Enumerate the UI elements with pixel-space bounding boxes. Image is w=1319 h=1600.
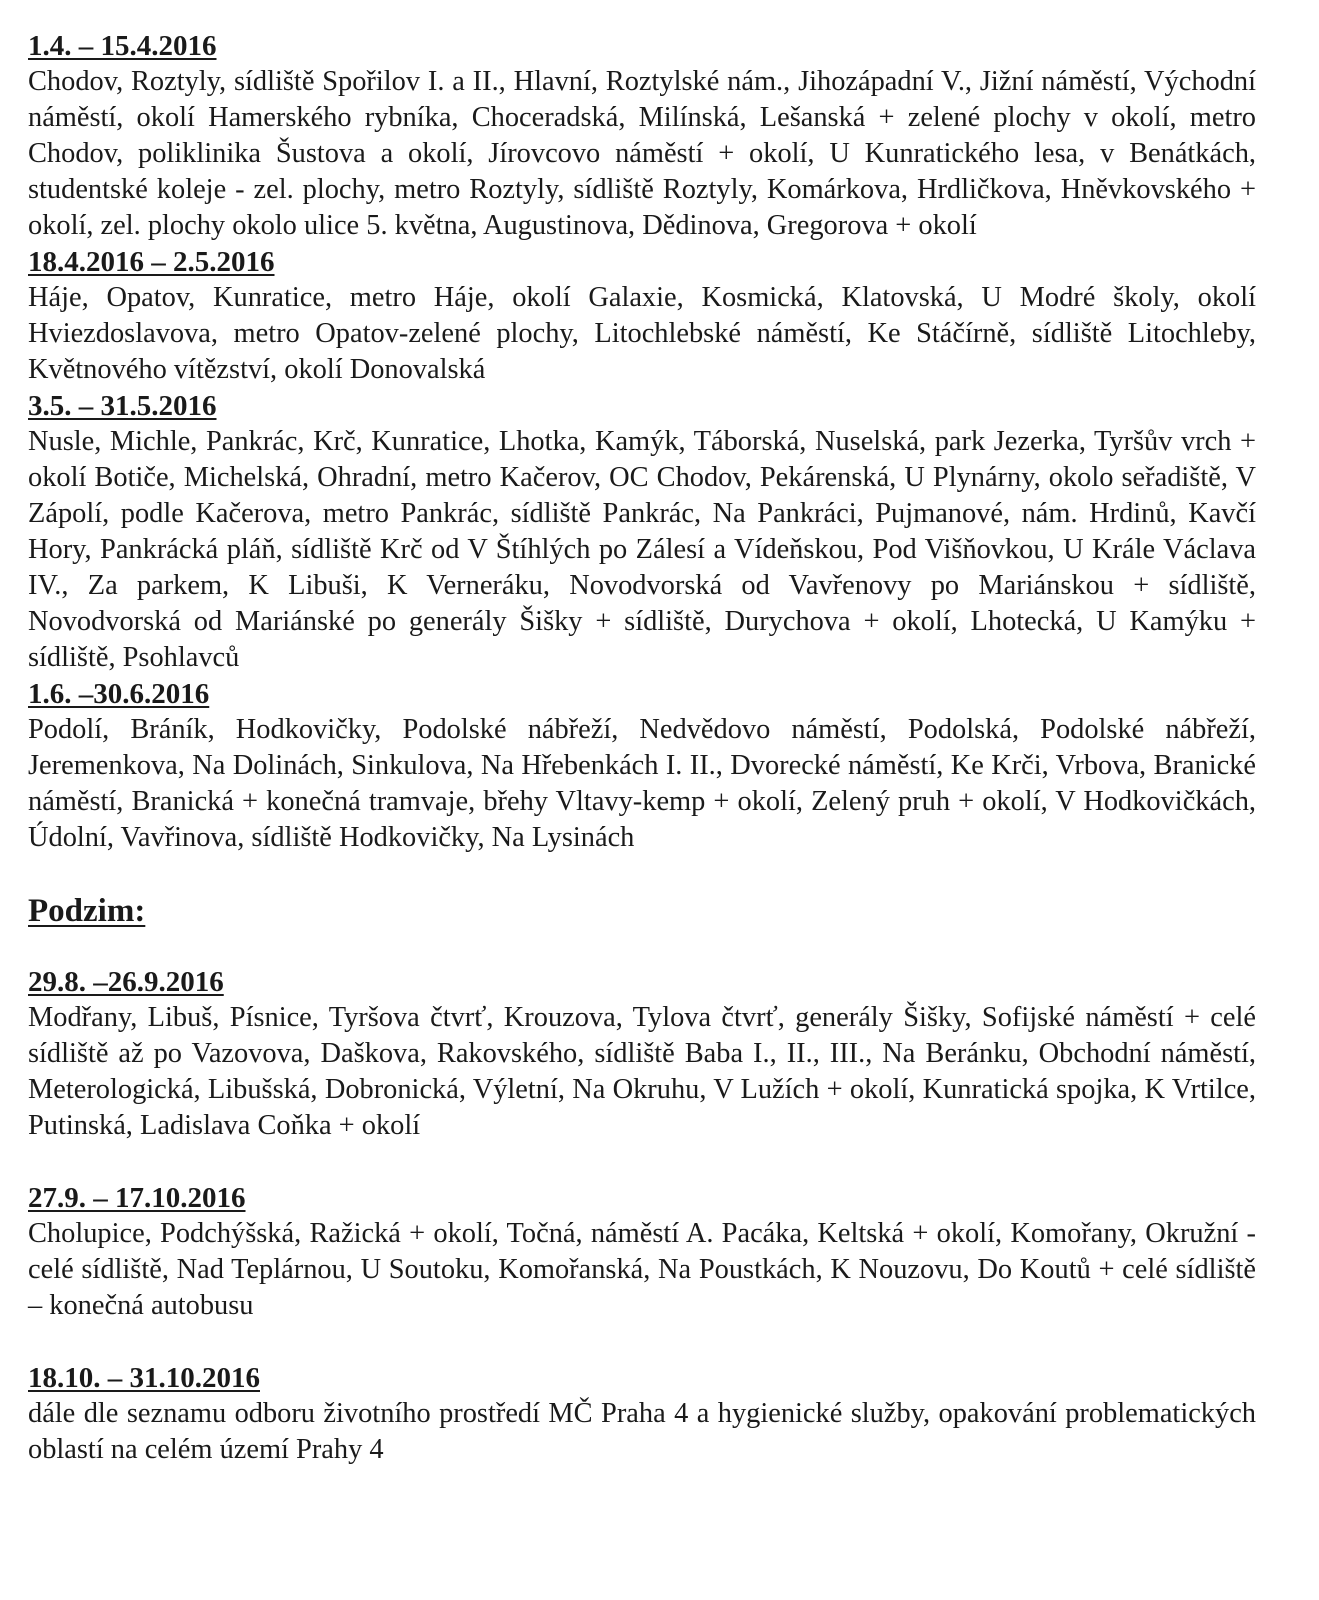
period-locations: Háje, Opatov, Kunratice, metro Háje, okolí Galaxie, Kosmická, Klatovská, U Modré školy, okolí Hviezdoslavova, metro Opatov-zelené plochy, Litochlebské náměstí, Ke Stáčírně, sídliště Litochleby, Květnového vítězství, okolí Donovalská — [28, 282, 1256, 385]
period-locations: dále dle seznamu odboru životního prostředí MČ Praha 4 a hygienické služby, opakování problematických oblastí na celém území Prahy 4 — [28, 1398, 1256, 1465]
period-locations: Modřany, Libuš, Písnice, Tyršova čtvrť, Krouzova, Tylova čtvrť, generály Šišky, Sofijské náměstí + celé sídliště až po Vazovova, Daškova, Rakovského, sídliště Baba I., II., III., Na Beránku, Obchodní náměstí, Meterologická, Libušská, Dobronická, Výletní, Na Okruhu, V Lužích + okolí, Kunratická spojka, K Vrtilce, Putinská, Ladislava Coňka + okolí — [28, 1002, 1256, 1141]
period-spring-1 — [28, 28, 1256, 244]
period-autumn-1 — [28, 964, 1256, 1144]
period-date: 1.4. – 15.4.2016 — [28, 30, 217, 62]
period-locations: Nusle, Michle, Pankrác, Krč, Kunratice, Lhotka, Kamýk, Táborská, Nuselská, park Jezerka, Tyršův vrch + okolí Botiče, Michelská, Ohradní, metro Kačerov, OC Chodov, Pekárenská, U Plynárny, okolo seřadiště, V Zápolí, podle Kačerova, metro Pankrác, sídliště Pankrác, Na Pankráci, Pujmanové, nám. Hrdinů, Kavčí Hory, Pankrácká pláň, sídliště Krč od V Štíhlých po Zálesí a Vídeňskou, Pod Višňovkou, U Krále Václava IV., Za parkem, K Libuši, K Verneráku, Novodvorská od Vavřenovy po Mariánskou + sídliště, Novodvorská od Mariánské po generály Šišky + sídliště, Durychova + okolí, Lhotecká, U Kamýku + sídliště, Psohlavců — [28, 426, 1256, 673]
period-locations: Podolí, Bráník, Hodkovičky, Podolské nábřeží, Nedvědovo náměstí, Podolská, Podolské nábřeží, Jeremenkova, Na Dolinách, Sinkulova, Na Hřebenkách I. II., Dvorecké náměstí, Ke Krči, Vrbova, Branické náměstí, Branická + konečná tramvaje, břehy Vltavy-kemp + okolí, Zelený pruh + okolí, V Hodkovičkách, Údolní, Vavřinova, sídliště Hodkovičky, Na Lysinách — [28, 714, 1256, 853]
spacer — [28, 1144, 1256, 1180]
autumn-section-title: Podzim: — [28, 893, 146, 929]
period-date: 18.10. – 31.10.2016 — [28, 1362, 260, 1394]
period-date: 27.9. – 17.10.2016 — [28, 1182, 246, 1214]
period-spring-2 — [28, 244, 1256, 388]
period-date: 18.4.2016 – 2.5.2016 — [28, 246, 275, 278]
period-autumn-2 — [28, 1180, 1256, 1324]
period-date: 1.6. –30.6.2016 — [28, 678, 210, 710]
period-autumn-3 — [28, 1360, 1256, 1468]
period-locations: Chodov, Roztyly, sídliště Spořilov I. a II., Hlavní, Roztylské nám., Jihozápadní V., Jižní náměstí, Východní náměstí, okolí Hamerského rybníka, Choceradská, Milínská, Lešanská + zelené plochy v okolí, metro Chodov, poliklinika Šustova a okolí, Jírovcovo náměstí + okolí, U Kunratického lesa, v Benátkách, studentské koleje - zel. plochy, metro Roztyly, sídliště Roztyly, Komárkova, Hrdličkova, Hněvkovského + okolí, zel. plochy okolo ulice 5. května, Augustinova, Dědinova, Gregorova + okolí — [28, 66, 1256, 241]
period-date: 3.5. – 31.5.2016 — [28, 390, 217, 422]
period-spring-4 — [28, 676, 1256, 856]
spacer — [28, 1324, 1256, 1360]
period-date: 29.8. –26.9.2016 — [28, 966, 224, 998]
document-page — [28, 28, 1256, 1468]
period-spring-3 — [28, 388, 1256, 676]
period-locations: Cholupice, Podchýšská, Ražická + okolí, Točná, náměstí A. Pacáka, Keltská + okolí, Komořany, Okružní - celé sídliště, Nad Teplárnou, U Soutoku, Komořanská, Na Poustkách, K Nouzovu, Do Koutů + celé sídliště – konečná autobusu — [28, 1218, 1256, 1321]
